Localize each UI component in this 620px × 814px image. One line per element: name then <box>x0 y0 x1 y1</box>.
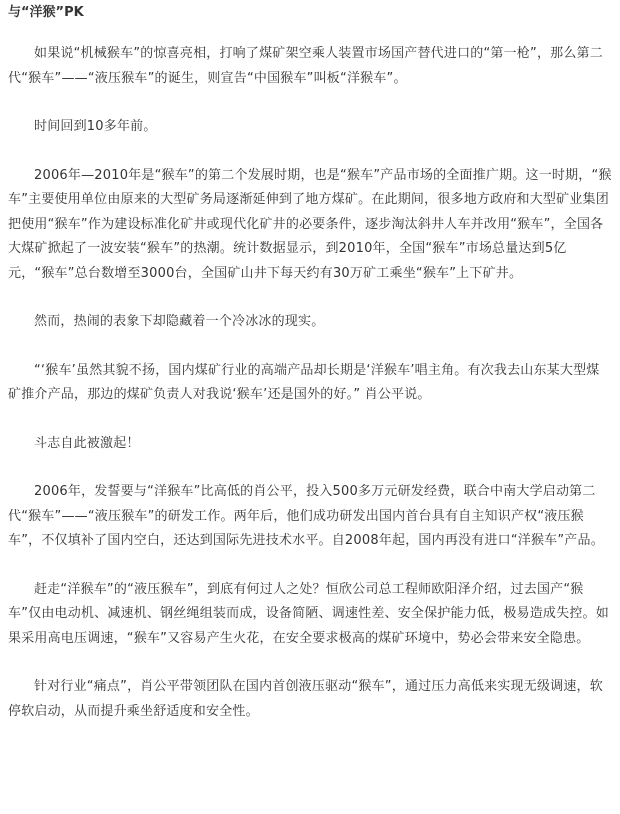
article-body <box>8 0 612 724</box>
article-paragraph: “‘猴车’虽然其貌不扬，国内煤矿行业的高端产品却长期是‘洋猴车’唱主角。有次我去山东某大型煤矿推介产品，那边的煤矿负责人对我说‘猴车’还是国外的好。” 肖公平说。 <box>8 362 600 402</box>
article-paragraph: 如果说“机械猴车”的惊喜亮相，打响了煤矿架空乘人装置市场国产替代进口的“第一枪”，那么第二代“猴车”——“液压猴车”的诞生，则宣告“中国猴车”叫板“洋猴车”。 <box>8 46 603 86</box>
article-paragraph: 时间回到10多年前。 <box>34 119 157 134</box>
article-paragraph: 然而，热闹的表象下却隐藏着一个冷冰冰的现实。 <box>34 314 325 329</box>
article-paragraph: 2006年—2010年是“猴车”的第二个发展时期，也是“猴车”产品市场的全面推广期。这一时期，“猴车”主要使用单位由原来的大型矿务局逐渐延伸到了地方煤矿。在此期间，很多地方政府和大型矿业集团把使用“猴车”作为建设标准化矿井或现代化矿井的必要条件，逐步淘汰斜井人车并改用“猴车”，全国各大煤矿掀起了一波安装“猴车”的热潮。统计数据显示，到2010年，全国“猴车”市场总量达到5亿元，“猴车”总台数增至3000台，全国矿山井下每天约有30万矿工乘坐“猴车”上下矿井。 <box>8 167 612 281</box>
article-paragraph: 针对行业“痛点”，肖公平带领团队在国内首创液压驱动“猴车”，通过压力高低来实现无级调速，软停软启动，从而提升乘坐舒适度和安全性。 <box>8 679 603 719</box>
article-paragraph: 赶走“洋猴车”的“液压猴车”，到底有何过人之处？恒欣公司总工程师欧阳泽介绍，过去国产“猴车”仅由电动机、减速机、钢丝绳组装而成，设备简陋、调速性差、安全保护能力低，极易造成失控。如果采用高电压调速，“猴车”又容易产生火花，在安全要求极高的煤矿环境中，势必会带来安全隐患。 <box>8 581 609 646</box>
article-paragraph: 斗志自此被激起！ <box>34 435 140 451</box>
article-paragraph: 2006年，发誓要与“洋猴车”比高低的肖公平，投入500多万元研发经费，联合中南大学启动第二代“猴车”——“液压猴车”的研发工作。两年后，他们成功研发出国内首台具有自主知识产权“液压猴车”，不仅填补了国内空白，还达到国际先进技术水平。自2008年起，国内再没有进口“洋猴车”产品。 <box>8 484 604 548</box>
section-heading: 与“洋猴”PK <box>8 5 84 20</box>
